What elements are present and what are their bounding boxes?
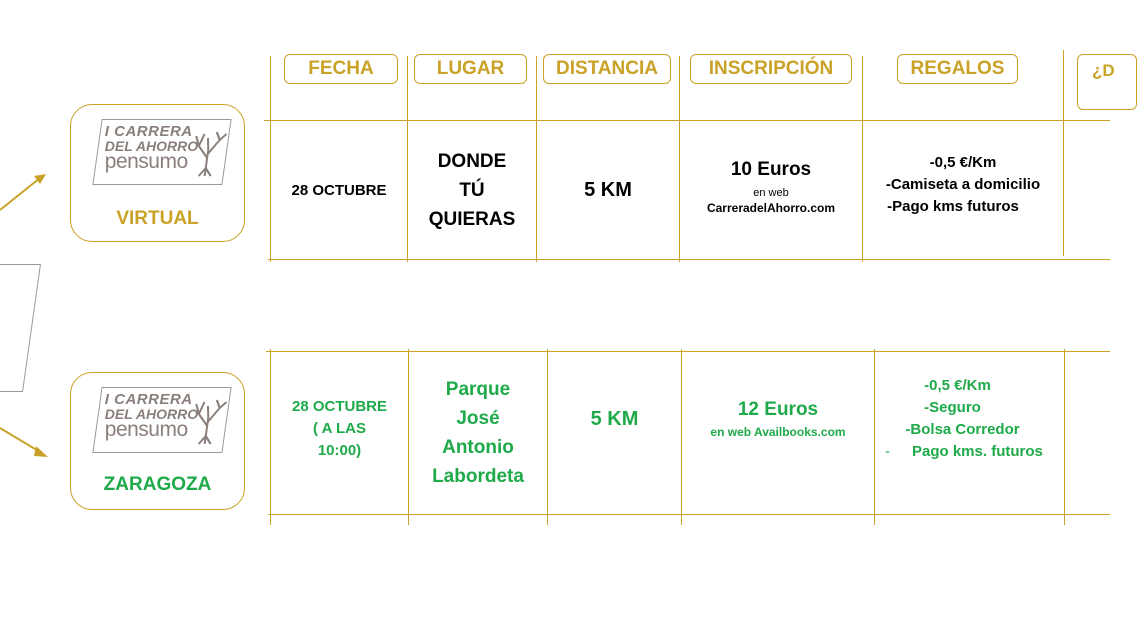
header-lugar: LUGAR bbox=[414, 54, 527, 84]
logo-card bbox=[92, 119, 231, 185]
row2-sub1: en web Availbooks.com bbox=[710, 425, 846, 439]
row2-lugar-line: Labordeta bbox=[432, 466, 524, 487]
logo-line1: I CARRERA bbox=[104, 123, 193, 140]
tree-icon bbox=[186, 396, 229, 446]
tree-icon bbox=[186, 128, 229, 178]
row2-lugar bbox=[409, 352, 547, 514]
row1-inscripcion bbox=[680, 122, 862, 259]
row1-price: 10 Euros bbox=[730, 158, 812, 180]
row2-fecha bbox=[271, 348, 408, 510]
row2-regalos bbox=[875, 338, 1064, 500]
header-fecha: FECHA bbox=[284, 54, 398, 84]
row1-distancia bbox=[537, 122, 679, 259]
table1-bottom-line bbox=[268, 259, 1110, 260]
row2-inscripcion bbox=[682, 338, 874, 500]
row-label-virtual: VIRTUAL bbox=[116, 208, 199, 229]
header-partial: ¿D bbox=[1077, 54, 1137, 110]
row2-regalo: -Bolsa Corredor bbox=[905, 421, 1020, 438]
row2-regalo-dash: - bbox=[885, 443, 890, 460]
row2-lugar-line: Parque bbox=[445, 379, 511, 400]
logo-line3: pensumo bbox=[104, 418, 188, 441]
header-regalos: REGALOS bbox=[897, 54, 1018, 84]
arrow-down-head bbox=[34, 446, 48, 457]
row1-lugar-line: DONDE bbox=[437, 151, 507, 172]
header-inscripcion: INSCRIPCIÓN bbox=[690, 54, 852, 84]
logo-box-zaragoza bbox=[70, 372, 245, 510]
row1-sub1: en web bbox=[753, 186, 789, 199]
logo-line3: pensumo bbox=[104, 150, 188, 173]
table2-vline-5 bbox=[1064, 349, 1065, 525]
row2-fecha-line: 28 OCTUBRE bbox=[291, 398, 388, 415]
logo-box-virtual bbox=[70, 104, 245, 242]
row-label-zaragoza: ZARAGOZA bbox=[103, 474, 212, 495]
table2-bottom-line bbox=[268, 514, 1110, 515]
row1-regalo: -0,5 €/Km bbox=[929, 153, 997, 171]
row1-lugar-line: QUIERAS bbox=[428, 209, 516, 230]
row1-lugar-line: TÚ bbox=[459, 180, 485, 201]
row2-price: 12 Euros bbox=[737, 399, 819, 420]
row2-regalo: -Seguro bbox=[924, 399, 981, 416]
row1-lugar bbox=[408, 122, 536, 259]
arrow-down-line bbox=[0, 428, 40, 452]
table1-vline-5 bbox=[1063, 50, 1064, 256]
row1-fecha bbox=[271, 122, 407, 259]
row2-regalo: Pago kms. futuros bbox=[912, 443, 1043, 460]
header-distancia: DISTANCIA bbox=[543, 54, 671, 84]
row1-regalo: -Pago kms futuros bbox=[887, 197, 1019, 215]
row1-sub2: CarreradelAhorro.com bbox=[706, 200, 836, 215]
logo-card bbox=[92, 387, 231, 453]
row1-fecha-line: 28 OCTUBRE bbox=[291, 182, 387, 199]
row2-lugar-line: Antonio bbox=[442, 437, 514, 458]
logo-line2: DEL AHORRO bbox=[104, 406, 199, 422]
row2-regalo: -0,5 €/Km bbox=[924, 377, 991, 394]
row2-distancia-text: 5 KM bbox=[590, 407, 639, 430]
logo-line1: I CARRERA bbox=[104, 391, 193, 408]
row2-fecha-line: ( A LAS bbox=[312, 420, 367, 437]
row2-distancia bbox=[548, 338, 681, 500]
arrow-up-line bbox=[0, 178, 40, 210]
row1-regalos bbox=[863, 116, 1063, 253]
row2-lugar-line: José bbox=[456, 408, 500, 429]
row1-distancia-text: 5 KM bbox=[584, 179, 632, 201]
row1-regalo: -Camiseta a domicilio bbox=[885, 175, 1041, 193]
row2-fecha-line: 10:00) bbox=[317, 442, 362, 459]
row2-regalo-row bbox=[875, 441, 1064, 463]
logo-line2: DEL AHORRO bbox=[104, 138, 199, 154]
arrows bbox=[0, 160, 60, 470]
